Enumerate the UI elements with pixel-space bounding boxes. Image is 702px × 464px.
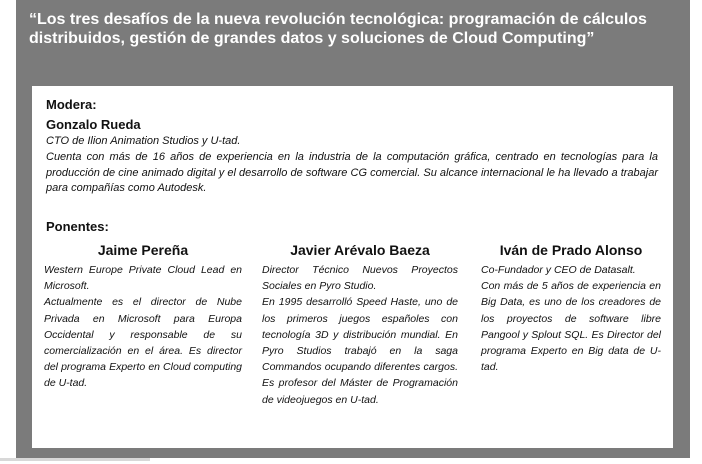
speaker-name: Iván de Prado Alonso [499,242,643,258]
speaker-text [262,262,458,408]
speaker-role: Co-Fundador y CEO de Datasalt. [481,264,636,276]
speakers-label: Ponentes: [46,219,109,234]
event-title: “Los tres desafíos de la nueva revolución tecnológica: programación de cálculos distribuidos, gestión de grandes datos y soluciones de Cloud Computing” [29,11,647,47]
moderator-role: CTO de Ilion Animation Studios y U-tad. [46,135,241,147]
speaker-name: Jaime Pereña [97,242,189,258]
speaker-name: Javier Arévalo Baeza [290,242,430,258]
event-panel [16,0,690,458]
speaker-role: Western Europe Private Cloud Lead en Microsoft. [44,264,242,293]
speaker-role: Director Técnico Nuevos Proyectos Sociales en Pyro Studio. [262,264,458,293]
speaker-bio: Con más de 5 años de experiencia en Big Data, es uno de los creadores de los proyectos de software libre Pangool y Splout SQL. Es Director del programa Experto en Big data de U-tad. [481,280,661,374]
moderator-name: Gonzalo Rueda [46,117,141,132]
event-card [32,86,673,448]
speaker-text [481,262,661,375]
moderator-label: Modera: [46,97,97,112]
scroll-shadow [0,458,150,461]
moderator-bio: Cuenta con más de 16 años de experiencia en la industria de la computación gráfica, centrado en tecnologías para la producción de cine animado digital y el desarrollo de software CG comercial. Su alcance internacional le ha llevado a trabajar para compañías como Autodesk. [46,151,658,194]
speaker-bio: Actualmente es el director de Nube Privada en Microsoft para Europa Occidental y responsable de su comercialización en el área. Es director del programa Experto en Cloud computing de U-tad. [44,296,242,390]
speaker-text [44,262,242,392]
speaker-bio: En 1995 desarrolló Speed Haste, uno de los primeros juegos españoles con tecnología 3D y distribución mundial. En Pyro Studios trabajó en la saga Commandos ocupando diferentes cargos. Es profesor del Máster de Programación de videojuegos en U-tad. [262,296,458,406]
